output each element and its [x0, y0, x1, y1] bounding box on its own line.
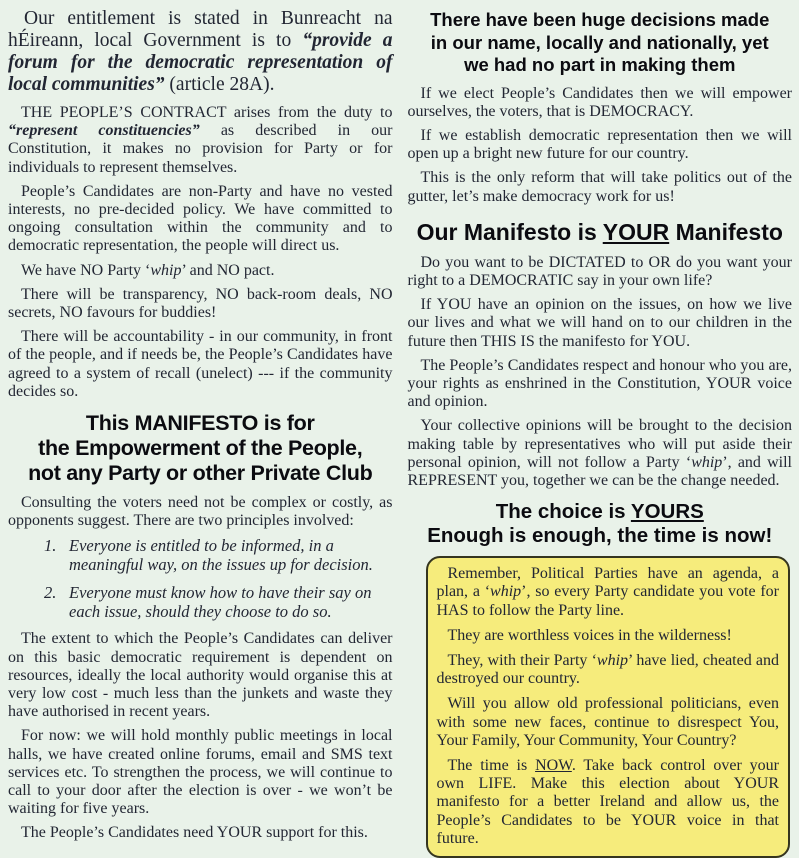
para-accountability: There will be accountability - in our community, in front of the people, and if needs be, the People’s Candidates have agreed to a system of recall (unelect) --- if the community decides so.	[8, 328, 393, 400]
para-collective-opinions: Your collective opinions will be brought to the decision making table by representatives who will put aside their personal opinion, will not follow a Party ‘whip’, and will REPRESENT you, together we can be the change needed.	[407, 417, 792, 489]
para-entitlement: Our entitlement is stated in Bunreacht na hÉireann, local Government is to “provide a forum for the democratic representation of local communities” (article 28A).	[8, 8, 393, 95]
list-item-have-say	[44, 583, 387, 621]
list-item-informed	[44, 536, 387, 574]
para-only-reform: This is the only reform that will take politics out of the gutter, let’s make democracy work for us!	[407, 169, 792, 205]
right-column	[408, 8, 793, 852]
para-lied-cheated: They, with their Party ‘whip’ have lied, cheated and destroyed our country.	[436, 651, 779, 688]
para-will-you-allow: Will you allow old professional politicians, even with some new faces, continue to disrespect You, Your Family, Your Community, Your Country?	[436, 695, 779, 749]
heading-choice-is-yours: The choice is YOURS Enough is enough, the time is now!	[427, 500, 773, 548]
left-column	[8, 8, 393, 852]
heading-manifesto-empowerment: This MANIFESTO is for the Empowerment of the People, not any Party or other Private Club	[28, 411, 373, 486]
list-number: 1.	[44, 536, 57, 556]
para-non-party: People’s Candidates are non-Party and have no vested interests, no pre-decided policy. We have committed to ongoing consultation within the community and to democratic representation, the people will direct us.	[8, 182, 393, 255]
para-remember-parties: Remember, Political Parties have an agenda, a plan, a ‘whip’, so every Party candidate you vote for HAS to follow the Party line.	[436, 565, 779, 619]
para-respect-honour: The People’s Candidates respect and honour who you are, your rights as enshrined in the Constitution, YOUR voice and opinion.	[407, 356, 792, 411]
para-time-is-now: The time is NOW. Take back control over your own LIFE. Make this election about YOUR manifesto for a better Ireland and allow us, the People’s Candidates to be YOUR voice in that future.	[436, 756, 779, 847]
para-for-now: For now: we will hold monthly public meetings in local halls, we have created online forums, email and SMS text services etc. To strengthen the process, we will continue to call to your door after the election is over - we won’t be waiting for five years.	[8, 727, 393, 818]
para-need-your-support: The People’s Candidates need YOUR support for this.	[21, 824, 368, 842]
heading-our-manifesto: Our Manifesto is YOUR Manifesto	[416, 218, 783, 245]
list-item-text: Everyone must know how to have their say on each issue, should they choose to do so.	[69, 583, 372, 622]
para-worthless-voices: They are worthless voices in the wilderness!	[447, 626, 732, 644]
list-item-text: Everyone is entitled to be informed, in a meaningful way, on the issues up for decision.	[69, 536, 373, 575]
list-number: 2.	[44, 583, 57, 603]
para-extent-deliver: The extent to which the People’s Candidates can deliver on this basic democratic requirement is dependent on resources, ideally the local authority would organise this at very low cost - much less than the junkets and waste they have authorised in recent years.	[8, 630, 393, 721]
para-consulting-voters: Consulting the voters need not be complex or costly, as opponents suggest. There are two principles involved:	[8, 494, 393, 530]
heading-huge-decisions: There have been huge decisions made in our name, locally and nationally, yet we had no part in making them	[430, 9, 770, 75]
para-if-you-have-opinion: If YOU have an opinion on the issues, on how we live our lives and what we will hand on to our children in the future then THIS IS the manifesto for YOU.	[407, 296, 792, 350]
para-dictated-or-democratic: Do you want to be DICTATED to OR do you want your right to a DEMOCRATIC say in your own life?	[407, 253, 792, 289]
para-bright-future: If we establish democratic representation then we will open up a bright new future for our country.	[407, 126, 792, 163]
para-no-whip: We have NO Party ‘whip’ and NO pact.	[21, 261, 275, 279]
para-transparency: There will be transparency, NO back-room deals, NO secrets, NO favours for buddies!	[8, 285, 393, 322]
para-peoples-contract: THE PEOPLE’S CONTRACT arises from the duty to “represent constituencies” as described in our Constitution, it makes no provision for Party or for individuals to represent themselves.	[8, 104, 393, 176]
callout-box	[426, 556, 791, 858]
para-elect-empower: If we elect People’s Candidates then we will empower ourselves, the voters, that is DEMOCRACY.	[407, 84, 792, 120]
